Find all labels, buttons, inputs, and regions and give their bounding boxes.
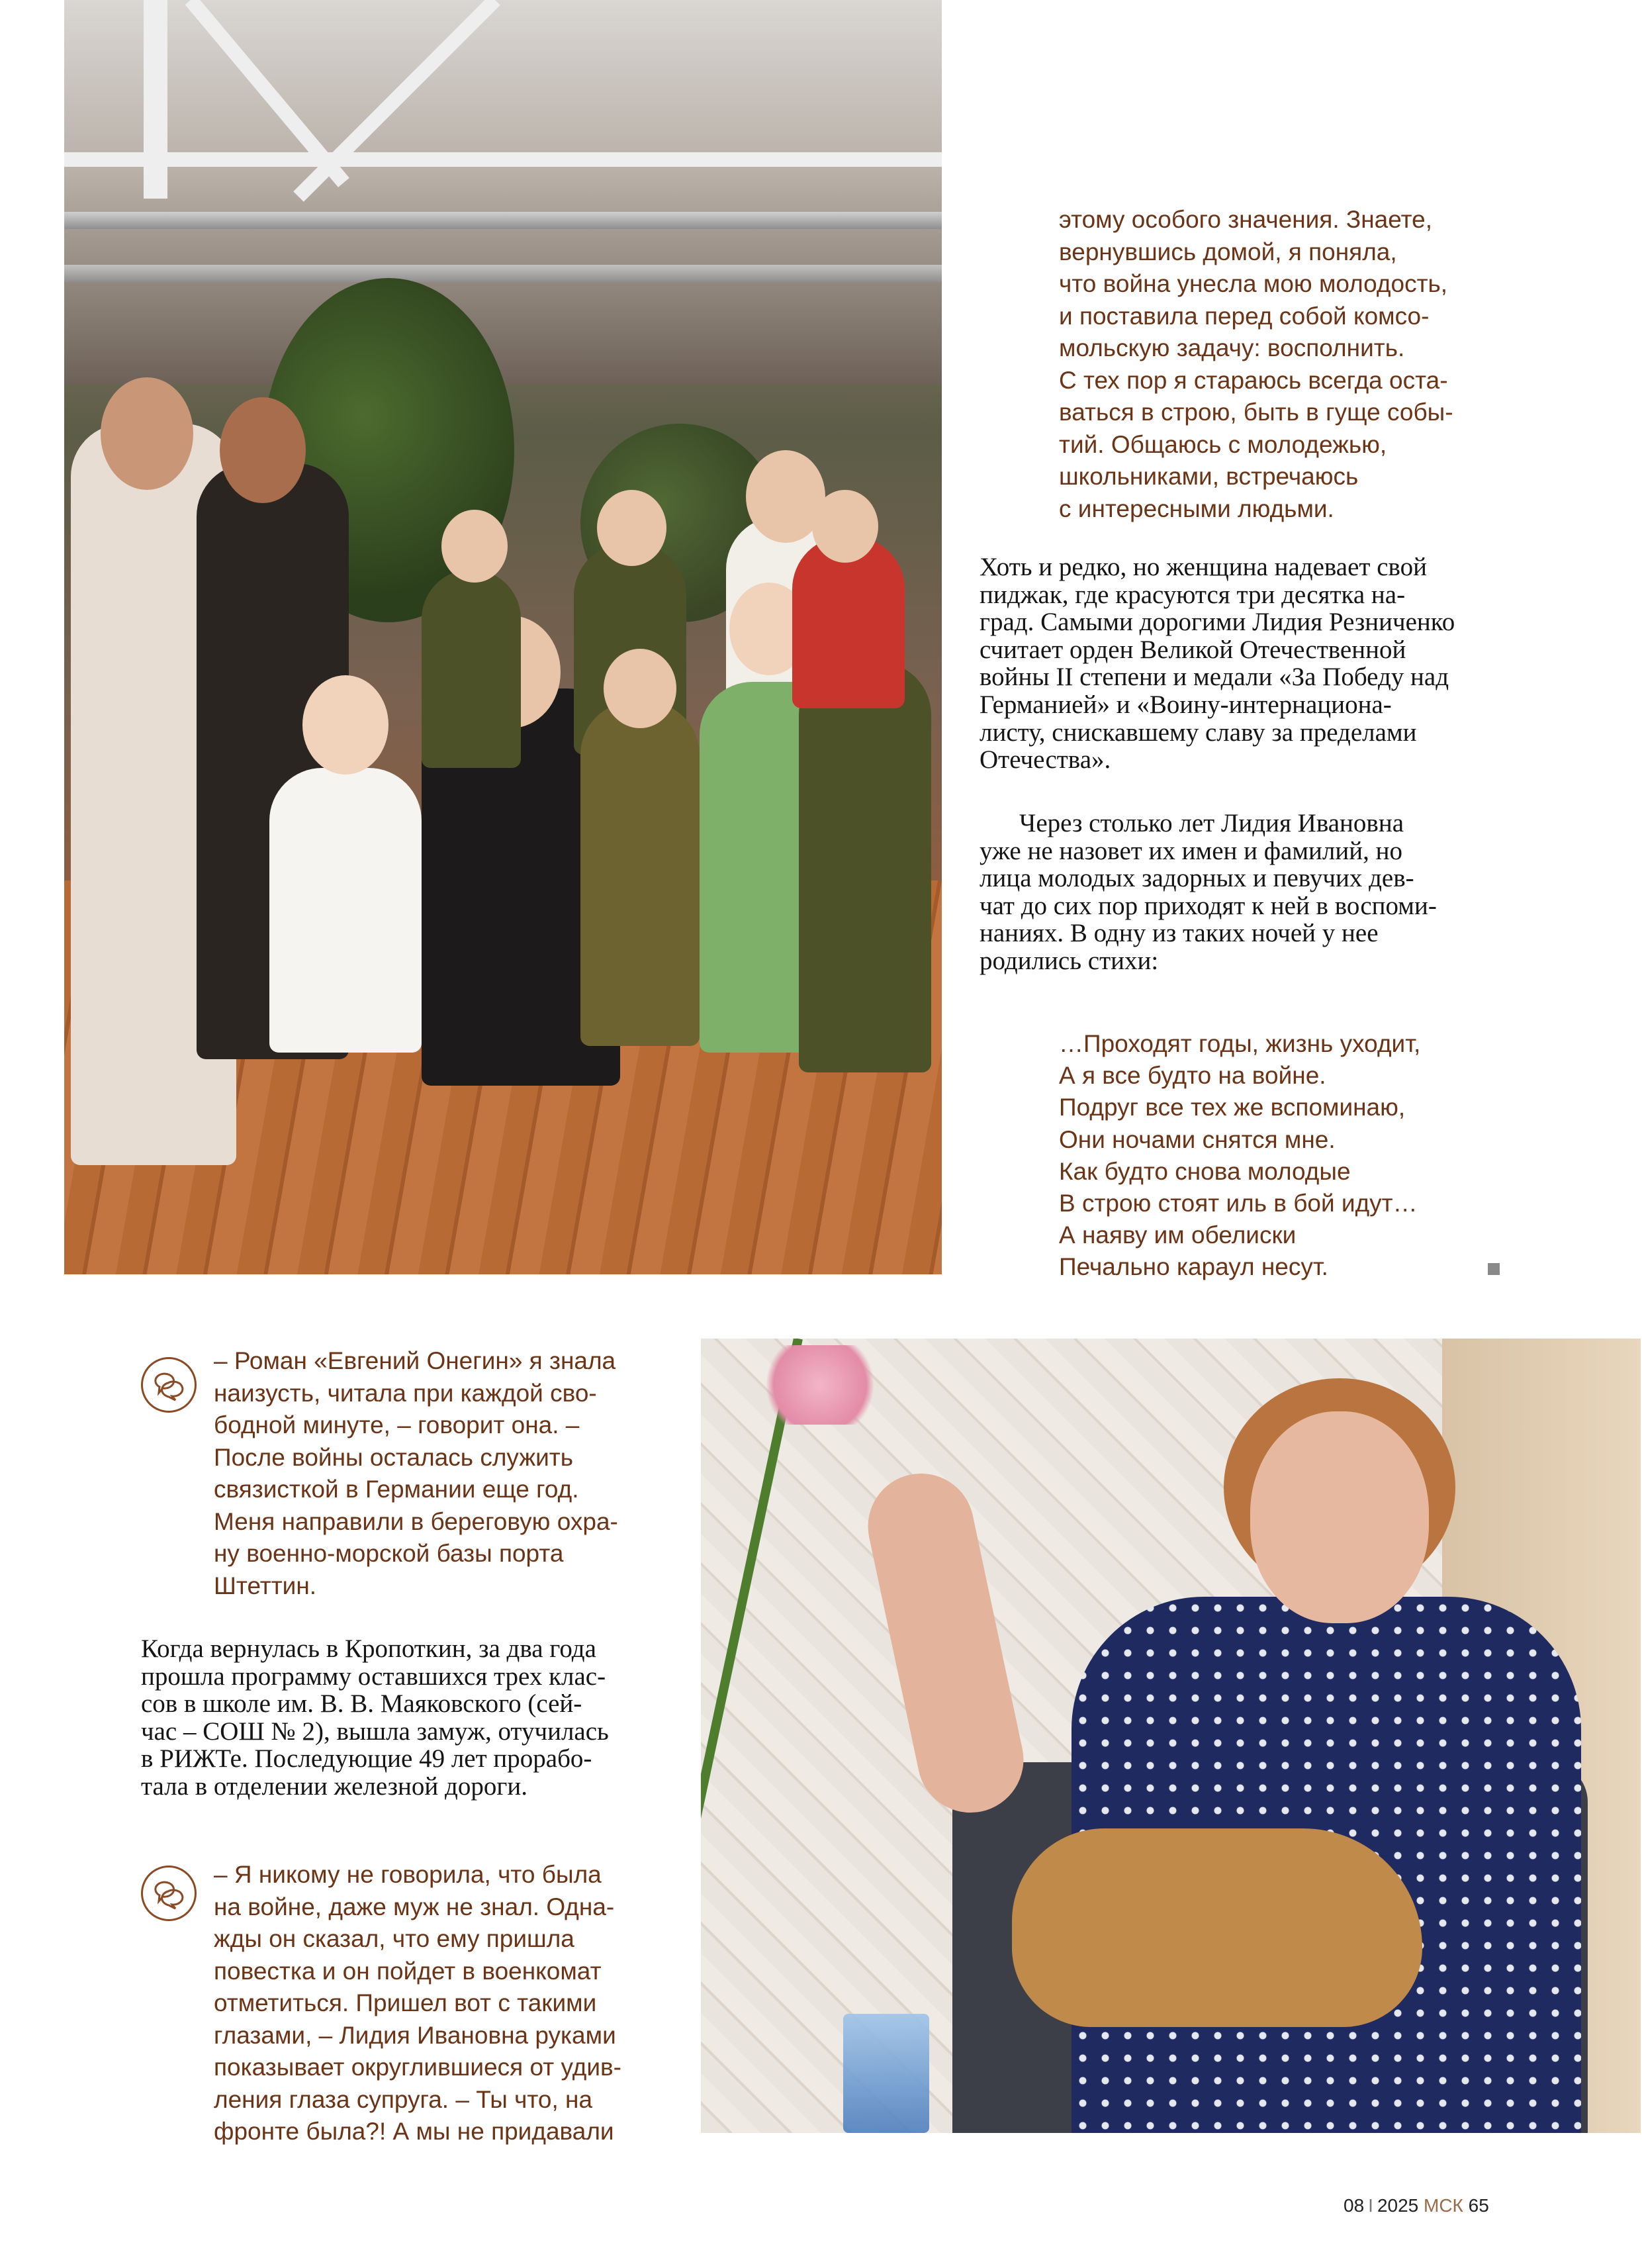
issue-year: 2025 bbox=[1377, 2195, 1419, 2216]
footer-separator: I bbox=[1368, 2195, 1373, 2216]
issue-number: 08 bbox=[1344, 2195, 1365, 2216]
end-of-article-mark bbox=[1488, 1263, 1500, 1275]
page-number: 65 bbox=[1468, 2195, 1489, 2216]
paragraph-medals: Хоть и редко, но женщина надевает свой пиджак, где красуются три десятка на- град. Самыми дорогими Лидия Резниченко считает орден Великой Отечественной войны II степени и медали «За Победу над Германией» и «Воину-интернациона- листу, снискавшему славу за пределами Отечества». bbox=[980, 553, 1455, 775]
quote-husband: – Я никому не говорила, что была на войне, даже муж не знал. Одна- жды он сказал, что ему пришла повестка и он пойдет в военкомат отметиться. Пришел вот с такими глазами, – Лидия Ивановна руками показывает округлившиеся от удив- ления глаза супруга. – Ты что, на фронте была?! А мы не придавали bbox=[214, 1861, 621, 2145]
magazine-name: МСК bbox=[1424, 2195, 1463, 2216]
portrait-photo bbox=[701, 1339, 1641, 2133]
poem: …Проходят годы, жизнь уходит, А я все будто на войне. Подруг все тех же вспоминаю, Они ночами снятся мне. Как будто снова молодые В строю стоят иль в бой идут… А наяву им обелиски Печально караул несут. bbox=[1059, 1030, 1421, 1281]
paragraph-memories: Через столько лет Лидия Ивановна уже не назовет их имен и фамилий, но лица молодых задорных и певучих дев- чат до сих пор приходят к ней в воспоми- наниях. В одну из таких ночей у нее родились стихи: bbox=[980, 809, 1437, 975]
quote-onegin: – Роман «Евгений Онегин» я знала наизусть, читала при каждой сво- бодной минуте, – говорит она. – После войны осталась служить связисткой в Германии еще год. Меня направили в береговую охра- ну военно-морской базы порта Штеттин. bbox=[214, 1347, 618, 1599]
page-footer bbox=[1344, 2195, 1489, 2216]
speech-bubble-icon bbox=[141, 1357, 197, 1413]
paragraph-return: Когда вернулась в Кропоткин, за два года прошла программу оставшихся трех клас- сов в школе им. В. В. Маяковского (сей- час – СОШ № 2), вышла замуж, отучилась в РИЖТе. Последующие 49 лет прорабо- тала в отделении железной дороги. bbox=[141, 1634, 609, 1801]
quote-continuation: этому особого значения. Знаете, вернувшись домой, я поняла, что война унесла мою молодость, и поставила перед собой комсо- мольскую задачу: восполнить. С тех пор я стараюсь всегда оста- ваться в строю, быть в гуще собы- тий. Общаюсь с молодежью, школьниками, встречаюсь с интересными людьми. bbox=[1059, 206, 1453, 522]
speech-bubble-icon bbox=[141, 1866, 197, 1921]
group-photo bbox=[64, 0, 942, 1274]
